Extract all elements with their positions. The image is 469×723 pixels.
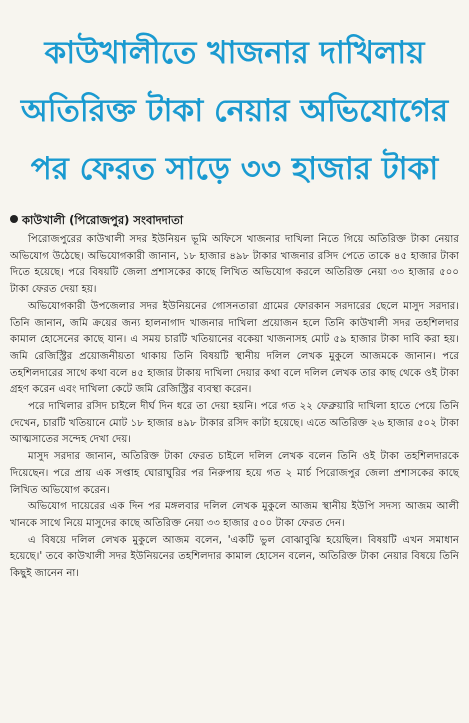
article-paragraph: অভিযোগ দায়েরের এক দিন পর মঙ্গলবার দলিল লেখক মুকুলে আজম স্থানীয় ইউপি সদস্য আজম আলী খানকে সাথে নিয়ে মাসুদের কাছে অতিরিক্ত নেয়া ৩৩ হাজার ৫০০ টাকা ফেরত দেন।: [10, 501, 459, 529]
byline: [10, 212, 459, 228]
article-paragraph: পরে দাখিলার রসিদ চাইলে দীর্ঘ দিন ধরে তা দেয়া হয়নি। পরে গত ২২ ফেব্রুয়ারি দাখিলা হাতে পেয়ে তিনি দেখেন, চারটি খতিয়ানে মোট ১৮ হাজার ৪৯৮ টাকার রসিদ কাটা হয়েছে। এতে অতিরিক্ত ২৬ হাজার ৫০২ টাকা আত্মসাতের সন্দেহ দেখা দেয়।: [10, 401, 459, 446]
headline-line-3: পর ফেরত সাড়ে ৩৩ হাজার টাকা: [30, 151, 439, 187]
headline-line-1: কাউখালীতে খাজনার দাখিলায়: [44, 35, 425, 71]
headline-line-2: অতিরিক্ত টাকা নেয়ার অভিযোগের: [20, 93, 449, 129]
byline-text: কাউখালী (পিরোজপুর) সংবাদদাতা: [22, 213, 184, 227]
article-paragraph: এ বিষয়ে দলিল লেখক মুকুলে আজম বলেন, 'একটি ভুল বোঝাবুঝি হয়েছিল। বিষয়টি এখন সমাধান হয়েছে।' তবে কাউখালী সদর ইউনিয়নের তহশিলদার কামাল হোসেন বলেন, অতিরিক্ত টাকা নেয়ার বিষয়ে তিনি কিছুই জানেন না।: [10, 534, 459, 580]
article-body: [10, 232, 459, 583]
article-paragraph: পিরোজপুরের কাউখালী সদর ইউনিয়ন ভূমি অফিসে খাজনার দাখিলা নিতে গিয়ে অতিরিক্ত টাকা নেয়ার অভিযোগ উঠেছে। অভিযোগকারী জানান, ১৮ হাজার ৪৯৮ টাকার খাজনার রসিদ পেতে তাকে ৪৫ হাজার টাকা দিতে হয়েছে। পরে বিষয়টি জেলা প্রশাসকের কাছে লিখিত অভিযোগ করলে অতিরিক্ত নেয়া ৩৩ হাজার ৫০০ টাকা ফেরত দেয়া হয়।: [10, 234, 459, 296]
article-paragraph: মাসুদ সরদার জানান, অতিরিক্ত টাকা ফেরত চাইলে দলিল লেখক বলেন তিনি ওই টাকা তহশিলদারকে দিয়েছেন। পরে প্রায় এক সপ্তাহ ঘোরাঘুরির পর নিরুপায় হয়ে গত ২ মার্চ পিরোজপুর জেলা প্রশাসকের কাছে লিখিত অভিযোগ করেন।: [10, 451, 459, 496]
article-paragraph: অভিযোগকারী উপজেলার সদর ইউনিয়নের গোসনতারা গ্রামের ফোরকান সরদারের ছেলে মাসুদ সরদার। তিনি জানান, জমি ক্রয়ের জন্য হালনাগাদ খাজনার দাখিলা প্রয়োজন হলে তিনি কাউখালী সদর তহশিলদার কামাল হোসেনের কাছে যান। এ সময় চারটি খতিয়ানের বকেয়া খাজনাসহ মোট ৫৯ হাজার টাকা দাবি করা হয়। জমি রেজিস্ট্রির প্রয়োজনীয়তা থাকায় তিনি বিষয়টি স্থানীয় দলিল লেখক মুকুলে আজমকে জানান। পরে তহশিলদারের সাথে কথা বলে ৪৫ হাজার টাকায় দাখিলা দেয়ার কথা বলে দলিল লেখক তার কাছ থেকে ওই টাকা গ্রহণ করেন এবং দাখিলা কেটে জমি রেজিস্ট্রির ব্যবস্থা করেন।: [10, 300, 459, 396]
headline: [10, 0, 459, 198]
bullet-icon: [10, 215, 18, 223]
